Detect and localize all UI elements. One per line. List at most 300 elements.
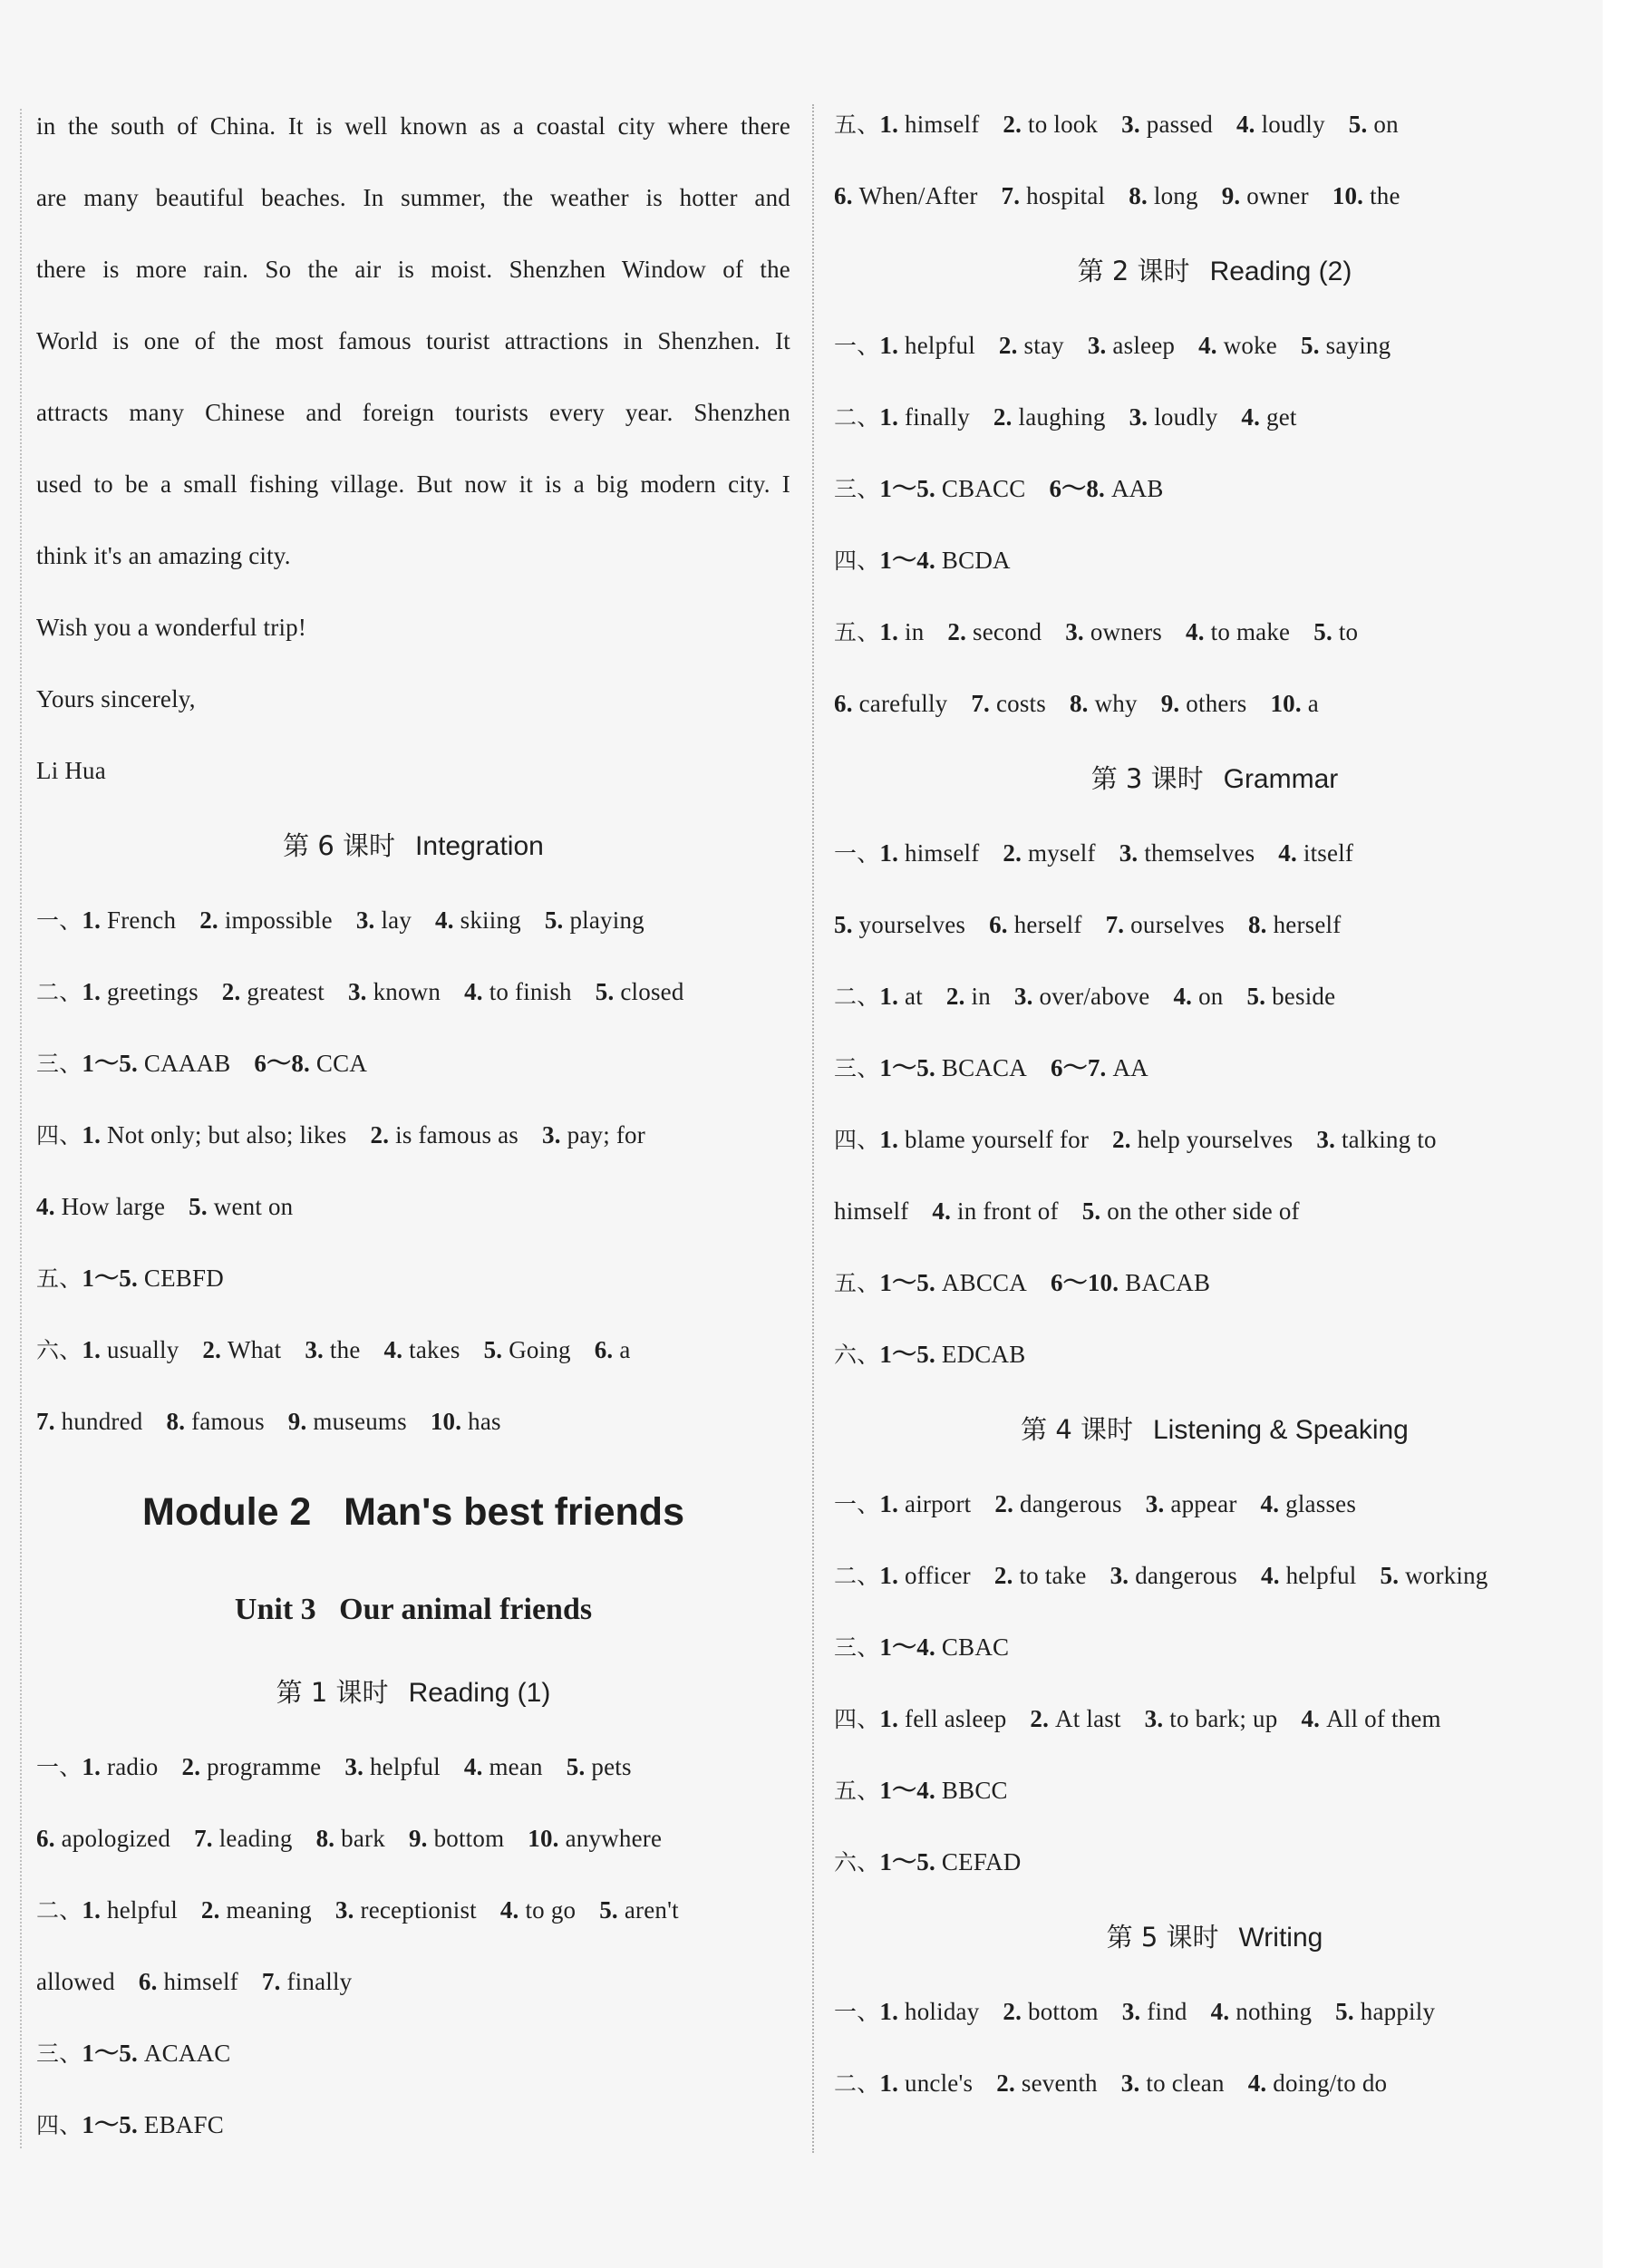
item-number: 6～8. [254,1050,316,1077]
answer-item [1121,2048,1225,2119]
answer-item [1049,453,1163,525]
answer-line [834,160,1595,232]
section-label: 六、 [834,1849,880,1875]
answer-text: hospital [1026,182,1106,209]
answer-item [932,1176,1058,1247]
answer-item [1248,889,1341,961]
answer-line [834,1827,1595,1898]
answer-item [545,885,644,956]
answer-text: carefully [858,690,948,717]
answer-item [356,885,412,956]
answer-item [595,1314,631,1386]
answer-group [834,1976,1595,2119]
answer-text: Going [509,1336,571,1363]
answer-item [1236,89,1325,160]
answer-text: asleep [1112,332,1176,359]
item-number: 3. [347,978,373,1005]
answer-item [409,1803,504,1875]
item-number: 1～5. [879,1341,942,1368]
answer-item [879,1683,1006,1755]
answer-text: fell asleep [905,1705,1007,1732]
answer-item [834,668,947,740]
answer-text: CCA [315,1050,368,1077]
answer-line [834,1319,1595,1391]
answer-item [879,1827,1021,1898]
answer-text: themselves [1144,839,1255,867]
answer-text: greetings [107,978,199,1005]
item-number: 8. [1069,690,1095,717]
item-number: 3. [355,906,382,934]
section-label: 一、 [834,1999,880,2025]
answer-item [1106,889,1225,961]
answer-text: stay [1023,332,1064,359]
lesson-heading [834,1898,1595,1976]
section-label: 二、 [36,979,82,1005]
answer-line [36,1386,790,1458]
essay-line: used to be a small fishing village. But now it is a big modern city. I [36,470,790,498]
item-number: 3. [344,1753,370,1780]
answer-item [1129,160,1197,232]
answer-item [879,961,923,1032]
item-number: 1～5. [879,475,942,502]
answer-text: find [1147,1998,1187,2025]
item-number: 10. [1332,182,1371,209]
item-number: 2. [200,1896,227,1924]
section-label: 二、 [834,1563,880,1589]
answer-item [189,1171,293,1243]
answer-text: on [1373,111,1399,138]
answer-line [36,1875,790,1946]
answer-text: nothing [1236,1998,1313,2025]
section-label: 六、 [834,1342,880,1368]
item-number: 3. [1065,618,1090,645]
answer-text: radio [107,1753,159,1780]
answer-item [1211,1976,1313,2048]
section-label: 二、 [834,984,880,1010]
item-number: 3. [1129,403,1155,431]
answer-item [879,382,970,453]
answer-text: glasses [1285,1490,1357,1517]
answer-text: himself [834,1197,909,1225]
answer-item [36,1171,165,1243]
answer-text: airport [905,1490,972,1517]
item-number: 7. [1105,911,1131,938]
answer-group [36,885,790,1458]
answer-line [834,961,1595,1032]
answer-line [834,89,1595,160]
answer-item [194,1803,292,1875]
item-number: 5. [1081,1197,1108,1225]
answer-item [36,1386,143,1458]
item-number: 1. [879,1562,906,1589]
section-label: 五、 [834,619,880,645]
item-number: 3. [1121,111,1147,138]
answer-item [993,382,1106,453]
section-label: 一、 [36,1754,82,1780]
item-number: 4. [1210,1998,1236,2025]
item-number: 1～5. [82,1265,144,1292]
section-label: 一、 [834,840,880,867]
answer-item [879,525,1010,596]
answer-text: bottom [1028,1998,1099,2025]
answer-item [1261,1540,1357,1612]
answer-line [36,956,790,1028]
answer-text: holiday [905,1998,980,2025]
essay-line: World is one of the most famous tourist attractions in Shenzhen. It [36,327,790,354]
item-number: 2. [947,618,974,645]
item-number: 1～4. [879,547,942,574]
item-number: 6～10. [1050,1269,1126,1296]
item-number: 3. [542,1121,567,1149]
answer-text: saying [1325,332,1391,359]
answer-item [1146,1468,1237,1540]
answer-item [834,160,978,232]
answer-text: blame yourself for [905,1126,1090,1153]
answer-item [1003,89,1098,160]
answer-text: long [1153,182,1198,209]
answer-text: BBCC [941,1777,1008,1804]
answer-item [199,885,333,956]
lesson-heading [36,1653,790,1731]
answer-text: How large [61,1193,166,1220]
section-label: 三、 [36,2040,82,2067]
item-number: 1～5. [82,1050,144,1077]
answer-text: in front of [957,1197,1059,1225]
section-label: 四、 [834,1706,880,1732]
item-number: 2. [221,978,247,1005]
item-number: 1. [82,1336,108,1363]
answer-line [834,818,1595,889]
item-number: 4. [1173,983,1199,1010]
answer-item [879,818,979,889]
answer-text: help yourselves [1137,1126,1294,1153]
item-number: 6. [138,1968,164,1995]
section-label: 三、 [36,1051,82,1077]
closing-line: Yours sincerely, [36,685,196,712]
item-number: 1. [82,978,108,1005]
answer-text: itself [1303,839,1354,867]
item-number: 10. [528,1825,566,1852]
item-number: 3. [1316,1126,1342,1153]
answer-text: a [1307,690,1319,717]
answer-text: CEBFD [143,1265,224,1292]
section-label: 二、 [834,2070,880,2097]
answer-item [599,1875,679,1946]
answer-item [879,453,1025,525]
answer-item [1241,382,1296,453]
answer-item [201,1875,312,1946]
answer-group [36,1731,790,2161]
answer-line [834,2048,1595,2119]
answer-text: bark [341,1825,385,1852]
answer-text: skiing [460,906,521,934]
section-label: 二、 [36,1897,82,1924]
module-title: Module 2 Man's best friends [142,1490,684,1534]
item-number: 7. [194,1825,219,1852]
section-label: 四、 [36,2112,82,2138]
answer-item [879,310,975,382]
answer-item [879,1976,979,2048]
answer-text: EBAFC [143,2111,224,2138]
item-number: 1. [82,1896,108,1924]
answer-text: Not only; but also; likes [107,1121,347,1149]
answer-text: helpful [1285,1562,1357,1589]
item-number: 5. [566,1753,592,1780]
answer-item [989,889,1081,961]
item-number: 4. [463,1753,489,1780]
item-number: 10. [430,1408,469,1435]
answer-item [1198,310,1277,382]
answer-text: at [905,983,923,1010]
answer-item [1065,596,1162,668]
item-number: 1. [82,906,108,934]
answer-text: to finish [489,978,572,1005]
item-number: 5. [189,1193,214,1220]
answer-text: aren't [624,1896,679,1924]
answer-item [1051,1032,1148,1104]
item-number: 3. [1087,332,1113,359]
answer-item [464,956,572,1028]
answer-item [1129,382,1218,453]
answer-item [464,1731,543,1803]
answer-item [371,1100,519,1171]
answer-text: to look [1028,111,1099,138]
answer-text: a [619,1336,631,1363]
item-number: 2. [993,1562,1020,1589]
item-number: 3. [1120,2069,1147,2097]
answer-item [879,1755,1007,1827]
answer-item [567,1731,632,1803]
answer-text: seventh [1021,2069,1098,2097]
answer-item [1112,1104,1293,1176]
item-number: 8. [1129,182,1154,209]
answer-line [834,668,1595,740]
answer-item [222,956,325,1028]
item-number: 1. [879,1998,906,2025]
answer-text: museums [313,1408,407,1435]
answer-item [1381,1540,1488,1612]
answer-item [500,1875,576,1946]
item-number: 4. [1186,618,1211,645]
item-number: 2. [202,1336,228,1363]
answer-line [36,1243,790,1314]
answer-item [1270,668,1319,740]
section-label: 四、 [834,548,880,574]
binding-rule [20,109,22,2148]
item-number: 5. [834,911,859,938]
page-edge [1603,0,1628,2268]
answer-text: has [468,1408,501,1435]
answer-text: uncle's [905,2069,974,2097]
item-number: 2. [1003,839,1029,867]
answer-line [834,310,1595,382]
answer-item [1173,961,1223,1032]
answer-text: talking to [1341,1126,1437,1153]
answer-item [435,885,521,956]
answer-text: apologized [61,1825,171,1852]
item-number: 5. [1313,618,1339,645]
answer-item [1313,596,1358,668]
answer-item [82,1314,179,1386]
answer-line [834,453,1595,525]
answer-text: yourselves [858,911,966,938]
answer-text: hundred [61,1408,143,1435]
answer-item [1003,1976,1098,2048]
lesson-topic: Reading (2) [1209,257,1352,286]
answer-item [288,1386,407,1458]
section-label: 三、 [834,476,880,502]
item-number: 6. [834,690,859,717]
answer-text: allowed [36,1968,115,1995]
item-number: 6. [36,1825,62,1852]
answer-text: programme [207,1753,322,1780]
answer-text: CEFAD [941,1848,1022,1875]
answer-text: herself [1013,911,1082,938]
answer-text: to make [1210,618,1291,645]
answer-item [1051,1247,1210,1319]
answer-text: anywhere [565,1825,663,1852]
answer-item [879,1540,970,1612]
answer-item [1003,818,1095,889]
answer-line [834,1976,1595,2048]
answer-text: meaning [226,1896,312,1924]
answer-text: on [1198,983,1224,1010]
item-number: 5. [1335,1998,1361,2025]
lesson-number: 第 1 课时 [276,1677,389,1708]
answer-line [36,1731,790,1803]
answer-text: why [1094,690,1138,717]
answer-text: loudly [1154,403,1218,431]
item-number: 1. [82,1753,108,1780]
section-label: 五、 [834,1778,880,1804]
answer-text: himself [163,1968,238,1995]
item-number: 2. [1003,111,1029,138]
answer-item [344,1731,441,1803]
answer-item [1278,818,1353,889]
answer-text: known [373,978,441,1005]
answer-item [947,596,1042,668]
section-label: 四、 [834,1127,880,1153]
item-number: 3. [1121,1998,1148,2025]
answer-text: on the other side of [1107,1197,1300,1225]
lesson-number: 第 5 课时 [1106,1922,1219,1953]
lesson-heading [834,740,1595,818]
item-number: 1～5. [879,1269,942,1296]
item-number: 2. [370,1121,396,1149]
lesson-topic: Reading (1) [408,1678,551,1708]
answer-line [36,885,790,956]
answer-text: second [973,618,1042,645]
answer-item [82,956,198,1028]
answer-line [834,1032,1595,1104]
answer-text: dangerous [1020,1490,1122,1517]
answer-item [971,668,1046,740]
item-number: 2. [998,332,1024,359]
answer-line [36,1946,790,2018]
essay-line: are many beautiful beaches. In summer, the weather is hotter and [36,184,790,211]
answer-text: AAB [1110,475,1164,502]
answer-text: takes [409,1336,460,1363]
item-number: 1～5. [82,2111,144,2138]
item-number: 1～5. [879,1054,942,1081]
item-number: 3. [1110,1562,1136,1589]
answer-text: in [905,618,925,645]
item-number: 4. [435,906,460,934]
item-number: 1. [879,2069,906,2097]
answer-text: ACAAC [143,2040,231,2067]
item-number: 2. [1030,1705,1056,1732]
answer-item [879,1032,1027,1104]
item-number: 4. [383,1336,410,1363]
item-number: 4. [1247,2069,1274,2097]
answer-text: in [971,983,991,1010]
answer-item [834,889,965,961]
answer-text: leading [218,1825,293,1852]
item-number: 4. [464,978,489,1005]
item-number: 3. [1119,839,1145,867]
section-label: 四、 [36,1122,82,1149]
item-number: 4. [1236,111,1262,138]
answer-text: greatest [247,978,325,1005]
answer-item [431,1386,501,1458]
answer-text: When/After [858,182,978,209]
answer-item [1332,160,1400,232]
answer-item [316,1803,385,1875]
item-number: 6～8. [1049,475,1111,502]
item-number: 4. [1241,403,1267,431]
answer-item [996,2048,1098,2119]
answer-text: get [1266,403,1297,431]
answer-text: officer [905,1562,971,1589]
answer-text: to go [525,1896,577,1924]
essay-line: attracts many Chinese and foreign tourists every year. Shenzhen [36,399,790,426]
answer-text: laughing [1018,403,1106,431]
answer-item [82,2089,224,2161]
answer-item [305,1314,360,1386]
answer-text: playing [569,906,644,934]
answer-item [139,1946,238,2018]
item-number: 4. [1260,1490,1286,1517]
item-number: 4. [499,1896,526,1924]
answer-text: herself [1273,911,1342,938]
answer-text: EDCAB [941,1341,1026,1368]
answer-item [82,1731,158,1803]
answer-text: CBACC [941,475,1026,502]
item-number: 1～4. [879,1777,942,1804]
answer-item [1014,961,1150,1032]
item-number: 4. [1261,1562,1286,1589]
item-number: 6～7. [1050,1054,1113,1081]
answer-text: to bark; up [1169,1705,1278,1732]
answer-text: helpful [905,332,975,359]
essay [36,91,790,807]
answer-item [1122,1976,1187,2048]
answer-text: to take [1019,1562,1087,1589]
answer-item [879,1319,1025,1391]
answer-text: usually [107,1336,179,1363]
answer-item [82,885,176,956]
item-number: 1. [879,1126,906,1153]
item-number: 1～5. [82,2040,144,2067]
item-number: 1. [879,618,906,645]
item-number: 2. [1003,1998,1029,2025]
item-number: 2. [199,906,225,934]
answer-item [946,961,991,1032]
answer-item [36,1946,115,2018]
answer-item [1119,818,1255,889]
answer-line [36,1028,790,1100]
answer-text: beside [1272,983,1336,1010]
